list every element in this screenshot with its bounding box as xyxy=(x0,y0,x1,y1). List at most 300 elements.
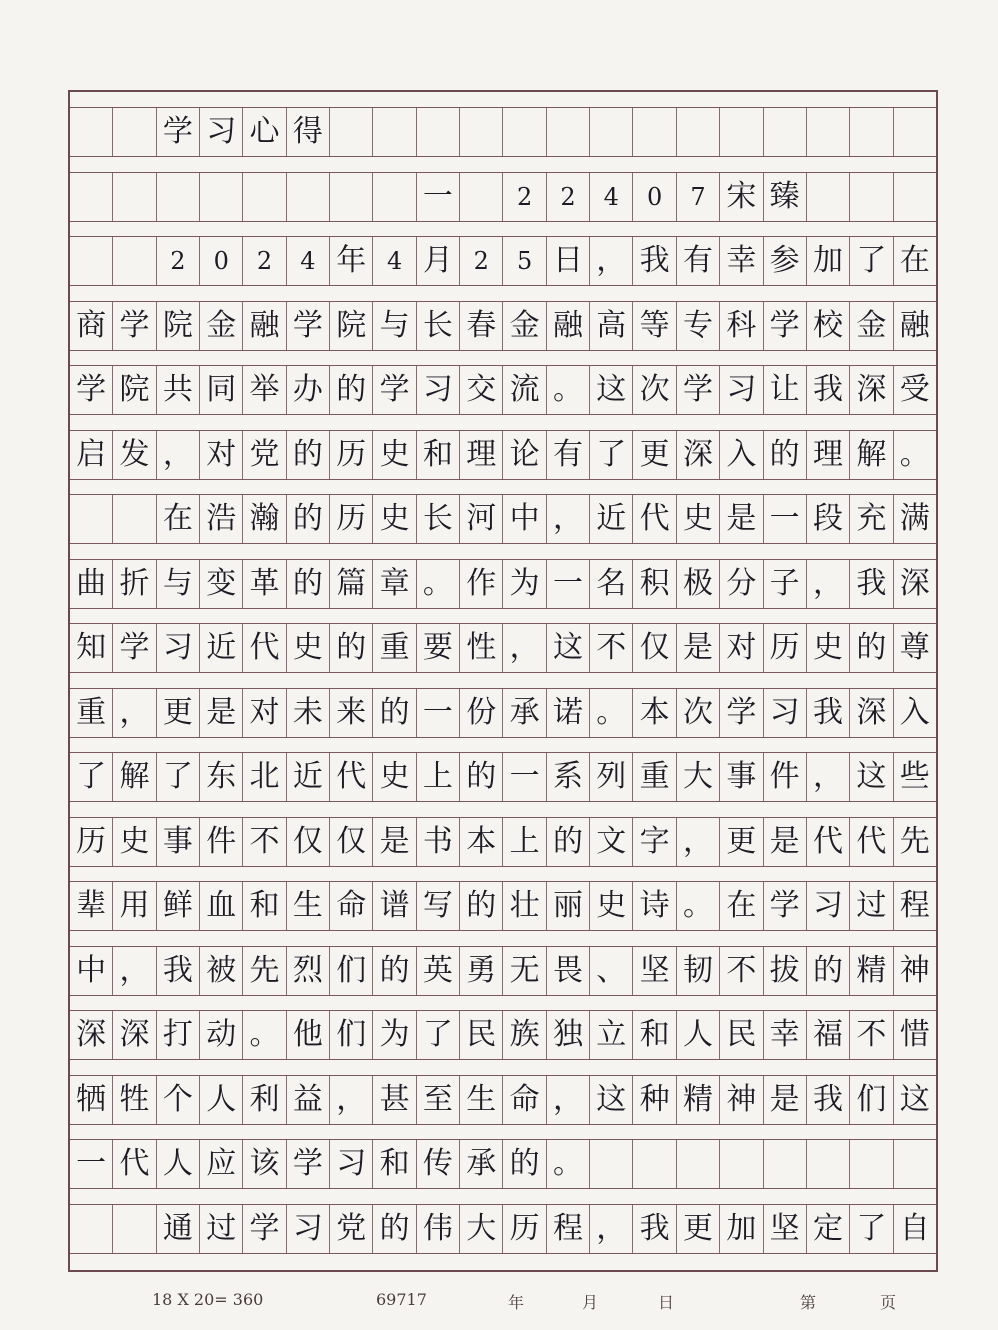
grid-cell: 变 xyxy=(199,560,242,608)
grid-cell: 的 xyxy=(459,753,502,801)
grid-cell: 更 xyxy=(676,1205,719,1253)
grid-cell: 上 xyxy=(416,753,459,801)
grid-cell: 科 xyxy=(719,302,762,350)
grid-cell: 学 xyxy=(156,108,199,156)
grid-cell: 学 xyxy=(763,882,806,930)
grid-cell xyxy=(242,173,285,221)
grid-cell: ， xyxy=(156,431,199,479)
grid-cell: 种 xyxy=(632,1076,675,1124)
grid-cell: 的 xyxy=(372,689,415,737)
grid-cell: 烈 xyxy=(286,947,329,995)
grid-cell: 心 xyxy=(242,108,285,156)
grid-cell: 历 xyxy=(502,1205,545,1253)
grid-cell: 牲 xyxy=(112,1076,155,1124)
grid-cell: 这 xyxy=(849,753,892,801)
grid-cell: 福 xyxy=(806,1011,849,1059)
grid-cell: 史 xyxy=(112,818,155,866)
grid-cell: 深 xyxy=(849,689,892,737)
grid-row xyxy=(70,107,936,157)
grid-cell: 是 xyxy=(199,689,242,737)
grid-row xyxy=(70,688,936,738)
grid-cell: 校 xyxy=(806,302,849,350)
grid-cell xyxy=(156,173,199,221)
grid-cell: 动 xyxy=(199,1011,242,1059)
grid-cell: 不 xyxy=(589,624,632,672)
grid-cell: 民 xyxy=(719,1011,762,1059)
grid-cell: 学 xyxy=(112,302,155,350)
grid-cell: 神 xyxy=(719,1076,762,1124)
grid-cell: 。 xyxy=(546,366,589,414)
grid-cell: 命 xyxy=(502,1076,545,1124)
grid-cell: 有 xyxy=(676,237,719,285)
grid-cell: 代 xyxy=(632,495,675,543)
grid-cell: 金 xyxy=(199,302,242,350)
grid-cell: 0 xyxy=(632,173,675,221)
grid-cell: 承 xyxy=(502,689,545,737)
grid-cell: 学 xyxy=(76,372,107,407)
grid-cell: 这 xyxy=(893,1076,936,1124)
grid-cell: 是 xyxy=(372,818,415,866)
grid-cell xyxy=(849,173,892,221)
sheet-footer xyxy=(0,1290,998,1320)
grid-cell: ， xyxy=(546,495,589,543)
grid-cell: 用 xyxy=(112,882,155,930)
grid-cell: 学 xyxy=(676,366,719,414)
grid-cell: 理 xyxy=(459,431,502,479)
grid-cell: 被 xyxy=(199,947,242,995)
grid-cell xyxy=(112,173,155,221)
grid-cell: 事 xyxy=(156,818,199,866)
grid-cell: 写 xyxy=(416,882,459,930)
grid-cell xyxy=(70,237,112,285)
grid-cell: 党 xyxy=(242,431,285,479)
grid-cell: 的 xyxy=(502,1140,545,1188)
grid-cell: 我 xyxy=(156,947,199,995)
grid-cell xyxy=(70,173,112,221)
grid-cell: 受 xyxy=(893,366,936,414)
grid-cell: 2 xyxy=(546,173,589,221)
grid-cell: 他 xyxy=(286,1011,329,1059)
grid-cell: 解 xyxy=(112,753,155,801)
grid-cell: 中 xyxy=(502,495,545,543)
grid-cell: 利 xyxy=(242,1076,285,1124)
grid-cell: 习 xyxy=(416,366,459,414)
grid-cell: 的 xyxy=(286,431,329,479)
grid-cell: 。 xyxy=(416,560,459,608)
grid-cell: 春 xyxy=(459,302,502,350)
grid-cell: 。 xyxy=(589,689,632,737)
grid-cell: 2 xyxy=(156,237,199,285)
grid-cell: 习 xyxy=(156,624,199,672)
grid-cell: 过 xyxy=(199,1205,242,1253)
grid-cell: 和 xyxy=(242,882,285,930)
grid-cell: 段 xyxy=(806,495,849,543)
grid-cell xyxy=(632,1140,675,1188)
grid-cell: 惜 xyxy=(893,1011,936,1059)
grid-cell xyxy=(502,108,545,156)
grid-cell: 鲜 xyxy=(156,882,199,930)
grid-cell: 长 xyxy=(416,302,459,350)
grid-cell: 上 xyxy=(502,818,545,866)
grid-cell: 有 xyxy=(546,431,589,479)
grid-cell: 传 xyxy=(416,1140,459,1188)
grid-cell: 牺 xyxy=(76,1081,107,1117)
paper-code: 69717 xyxy=(376,1290,427,1309)
grid-cell: 是 xyxy=(719,495,762,543)
grid-cell: 坚 xyxy=(763,1205,806,1253)
grid-cell: 历 xyxy=(76,823,107,859)
grid-cell: 史 xyxy=(372,495,415,543)
page-prefix-label: 第 xyxy=(800,1293,817,1312)
grid-cell: 5 xyxy=(502,237,545,285)
grid-cell: 这 xyxy=(546,624,589,672)
grid-cell: 坚 xyxy=(632,947,675,995)
grid-cell: 我 xyxy=(849,560,892,608)
grid-cell: 院 xyxy=(329,302,372,350)
grid-cell: 的 xyxy=(372,1205,415,1253)
grid-cell: 高 xyxy=(589,302,632,350)
grid-cell xyxy=(112,1205,155,1253)
grid-cell: 定 xyxy=(806,1205,849,1253)
grid-cell: 学 xyxy=(763,302,806,350)
grid-cell: 幸 xyxy=(763,1011,806,1059)
grid-cell xyxy=(849,1140,892,1188)
grid-cell: 的 xyxy=(459,882,502,930)
grid-cell: 韧 xyxy=(676,947,719,995)
grid-cell: 流 xyxy=(502,366,545,414)
grid-cell: 些 xyxy=(893,753,936,801)
grid-cell: 共 xyxy=(156,366,199,414)
grid-cell: 大 xyxy=(459,1205,502,1253)
grid-cell: 书 xyxy=(416,818,459,866)
grid-cell: 辈 xyxy=(76,888,107,923)
grid-cell: 子 xyxy=(763,560,806,608)
grid-cell: 习 xyxy=(719,366,762,414)
grid-cell: 宋 xyxy=(719,173,762,221)
grid-cell: 的 xyxy=(763,431,806,479)
grid-cell: 重 xyxy=(76,694,107,730)
grid-cell: 诺 xyxy=(546,689,589,737)
grid-cell: 重 xyxy=(372,624,415,672)
grid-cell: 对 xyxy=(719,624,762,672)
grid-cell: 更 xyxy=(156,689,199,737)
grid-cell: 革 xyxy=(242,560,285,608)
grid-cell: 分 xyxy=(719,560,762,608)
grid-cell xyxy=(806,108,849,156)
grid-cell: 融 xyxy=(546,302,589,350)
grid-cell: 代 xyxy=(112,1140,155,1188)
year-label: 年 xyxy=(508,1293,525,1312)
grid-cell: ， xyxy=(676,818,719,866)
grid-cell: 为 xyxy=(372,1011,415,1059)
grid-cell: 史 xyxy=(286,624,329,672)
grid-cell: ， xyxy=(502,624,545,672)
grid-cell xyxy=(719,1140,762,1188)
grid-cell: 与 xyxy=(372,302,415,350)
grid-cell: 我 xyxy=(632,1205,675,1253)
grid-row xyxy=(70,1204,936,1254)
grid-cell: 代 xyxy=(329,753,372,801)
grid-cell: 生 xyxy=(286,882,329,930)
grid-cell: 益 xyxy=(286,1076,329,1124)
grid-cell: 更 xyxy=(719,818,762,866)
grid-cell: 甚 xyxy=(372,1076,415,1124)
grid-cell: 近 xyxy=(589,495,632,543)
grid-cell: 近 xyxy=(286,753,329,801)
grid-cell xyxy=(893,1140,936,1188)
grid-cell: 事 xyxy=(719,753,762,801)
grid-cell: 习 xyxy=(763,689,806,737)
grid-cell: 院 xyxy=(156,302,199,350)
grid-cell: 一 xyxy=(763,495,806,543)
grid-cell xyxy=(329,108,372,156)
grid-cell: ， xyxy=(806,753,849,801)
grid-cell: 了 xyxy=(849,237,892,285)
grid-cell: 不 xyxy=(719,947,762,995)
grid-cell: ， xyxy=(589,1205,632,1253)
grid-cell: 的 xyxy=(806,947,849,995)
grid-cell: 历 xyxy=(329,431,372,479)
grid-cell: 浩 xyxy=(199,495,242,543)
grid-cell: 们 xyxy=(329,1011,372,1059)
grid-cell: 深 xyxy=(112,1011,155,1059)
grid-cell xyxy=(70,495,112,543)
grid-cell: 勇 xyxy=(459,947,502,995)
grid-row xyxy=(70,430,936,480)
grid-cell: 加 xyxy=(719,1205,762,1253)
grid-cell: 4 xyxy=(372,237,415,285)
grid-cell: 学 xyxy=(112,624,155,672)
grid-row xyxy=(70,1010,936,1060)
grid-cell: 、 xyxy=(589,947,632,995)
grid-cell: 了 xyxy=(849,1205,892,1253)
page-suffix-label: 页 xyxy=(880,1293,897,1312)
grid-cell: 中 xyxy=(76,952,107,988)
grid-cell: 的 xyxy=(286,495,329,543)
grid-cell: 来 xyxy=(329,689,372,737)
grid-cell: ， xyxy=(806,560,849,608)
grid-cell: 该 xyxy=(242,1140,285,1188)
grid-cell: 长 xyxy=(416,495,459,543)
grid-cell: 立 xyxy=(589,1011,632,1059)
grid-cell: 命 xyxy=(329,882,372,930)
grid-cell: 理 xyxy=(806,431,849,479)
grid-cell: 至 xyxy=(416,1076,459,1124)
grid-cell: 不 xyxy=(242,818,285,866)
grid-cell xyxy=(763,108,806,156)
grid-cell: 作 xyxy=(459,560,502,608)
grid-cell: 这 xyxy=(589,1076,632,1124)
manuscript-grid xyxy=(68,90,938,1272)
grid-cell: 深 xyxy=(893,560,936,608)
grid-cell: 史 xyxy=(589,882,632,930)
grid-cell xyxy=(286,173,329,221)
grid-cell xyxy=(70,1205,112,1253)
grid-cell: 知 xyxy=(76,630,107,665)
grid-cell: 解 xyxy=(849,431,892,479)
grid-cell: 自 xyxy=(893,1205,936,1253)
grid-cell: 未 xyxy=(286,689,329,737)
grid-cell: 不 xyxy=(849,1011,892,1059)
grid-cell: 曲 xyxy=(76,565,107,601)
grid-cell: 的 xyxy=(546,818,589,866)
grid-row xyxy=(70,365,936,415)
grid-cell: 章 xyxy=(372,560,415,608)
grid-cell: 列 xyxy=(589,753,632,801)
grid-cell: 谱 xyxy=(372,882,415,930)
grid-cell: 生 xyxy=(459,1076,502,1124)
grid-cell: 习 xyxy=(806,882,849,930)
grid-cell: 通 xyxy=(156,1205,199,1253)
grid-cell: 日 xyxy=(546,237,589,285)
grid-cell: 承 xyxy=(459,1140,502,1188)
grid-cell: 深 xyxy=(76,1017,107,1052)
grid-cell xyxy=(632,108,675,156)
grid-cell: 畏 xyxy=(546,947,589,995)
grid-cell: 次 xyxy=(676,689,719,737)
grid-cell: 办 xyxy=(286,366,329,414)
grid-cell: 深 xyxy=(849,366,892,414)
grid-cell: 仅 xyxy=(286,818,329,866)
grid-cell: 对 xyxy=(199,431,242,479)
grid-cell: 学 xyxy=(372,366,415,414)
grid-cell: 过 xyxy=(849,882,892,930)
grid-cell: 等 xyxy=(632,302,675,350)
grid-cell: ， xyxy=(589,237,632,285)
grid-cell: 先 xyxy=(893,818,936,866)
grid-cell: ， xyxy=(112,689,155,737)
grid-cell: 英 xyxy=(416,947,459,995)
grid-cell: 更 xyxy=(632,431,675,479)
grid-row xyxy=(70,172,936,222)
grid-cell xyxy=(70,108,112,156)
grid-cell: 。 xyxy=(676,882,719,930)
grid-cell: 的 xyxy=(286,560,329,608)
grid-cell: 本 xyxy=(459,818,502,866)
grid-cell: 对 xyxy=(242,689,285,737)
grid-cell: 商 xyxy=(76,307,107,343)
grid-cell: 历 xyxy=(329,495,372,543)
grid-cell: 2 xyxy=(459,237,502,285)
grid-cell: 在 xyxy=(719,882,762,930)
grid-cell: 深 xyxy=(676,431,719,479)
grid-cell xyxy=(806,1140,849,1188)
grid-cell: 一 xyxy=(416,689,459,737)
grid-cell: 系 xyxy=(546,753,589,801)
grid-cell: 名 xyxy=(589,560,632,608)
grid-cell: 诗 xyxy=(632,882,675,930)
grid-cell: 折 xyxy=(112,560,155,608)
grid-cell: 专 xyxy=(676,302,719,350)
grid-row xyxy=(70,623,936,673)
grid-cell xyxy=(676,1140,719,1188)
grid-cell xyxy=(112,108,155,156)
grid-cell: 人 xyxy=(156,1140,199,1188)
grid-cell: 党 xyxy=(329,1205,372,1253)
grid-cell: 血 xyxy=(199,882,242,930)
grid-cell: 丽 xyxy=(546,882,589,930)
grid-cell: 的 xyxy=(329,366,372,414)
grid-cell: 一 xyxy=(76,1146,107,1181)
grid-cell: 是 xyxy=(763,1076,806,1124)
grid-cell: 2 xyxy=(502,173,545,221)
grid-cell: 同 xyxy=(199,366,242,414)
grid-row xyxy=(70,1075,936,1125)
grid-cell: 先 xyxy=(242,947,285,995)
grid-cell: 要 xyxy=(416,624,459,672)
grid-cell: 历 xyxy=(763,624,806,672)
day-label: 日 xyxy=(658,1293,675,1312)
grid-cell: 重 xyxy=(632,753,675,801)
grid-cell: 。 xyxy=(893,431,936,479)
grid-row xyxy=(70,1139,936,1189)
grid-cell: 充 xyxy=(849,495,892,543)
grid-cell xyxy=(112,237,155,285)
grid-row xyxy=(70,752,936,802)
grid-cell: 近 xyxy=(199,624,242,672)
grid-cell: 我 xyxy=(632,237,675,285)
grid-cell: 壮 xyxy=(502,882,545,930)
grid-cell xyxy=(199,173,242,221)
grid-cell xyxy=(676,108,719,156)
grid-cell: 大 xyxy=(676,753,719,801)
grid-row xyxy=(70,494,936,544)
grid-cell: 。 xyxy=(546,1140,589,1188)
grid-cell: 民 xyxy=(459,1011,502,1059)
grid-cell: 4 xyxy=(286,237,329,285)
grid-cell: 打 xyxy=(156,1011,199,1059)
grid-cell: 举 xyxy=(242,366,285,414)
grid-row xyxy=(70,236,936,286)
grid-cell xyxy=(806,173,849,221)
grid-row xyxy=(70,946,936,996)
grid-cell: 满 xyxy=(893,495,936,543)
grid-cell: 4 xyxy=(589,173,632,221)
grid-cell: 在 xyxy=(156,495,199,543)
grid-cell: 学 xyxy=(719,689,762,737)
grid-cell: 仅 xyxy=(329,818,372,866)
grid-cell: 族 xyxy=(502,1011,545,1059)
grid-cell: 性 xyxy=(459,624,502,672)
grid-cell: 得 xyxy=(286,108,329,156)
grid-cell: 史 xyxy=(372,753,415,801)
grid-cell: 精 xyxy=(676,1076,719,1124)
grid-cell: 应 xyxy=(199,1140,242,1188)
grid-cell: 入 xyxy=(893,689,936,737)
grid-cell: 东 xyxy=(199,753,242,801)
grid-cell: 神 xyxy=(893,947,936,995)
grid-cell: 仅 xyxy=(632,624,675,672)
grid-cell: 了 xyxy=(156,753,199,801)
grid-cell xyxy=(589,108,632,156)
grid-cell: 是 xyxy=(763,818,806,866)
grid-cell: 精 xyxy=(849,947,892,995)
grid-cell: 金 xyxy=(502,302,545,350)
grid-cell: 学 xyxy=(286,1140,329,1188)
grid-spec-label: 18 X 20= 360 xyxy=(152,1290,264,1309)
grid-cell: 份 xyxy=(459,689,502,737)
grid-cell xyxy=(416,108,459,156)
grid-cell: 习 xyxy=(329,1140,372,1188)
grid-cell: 学 xyxy=(286,302,329,350)
grid-row xyxy=(70,881,936,931)
grid-cell: 月 xyxy=(416,237,459,285)
grid-cell xyxy=(763,1140,806,1188)
month-label: 月 xyxy=(582,1293,599,1312)
grid-cell xyxy=(372,173,415,221)
grid-cell: 程 xyxy=(546,1205,589,1253)
grid-cell xyxy=(459,173,502,221)
